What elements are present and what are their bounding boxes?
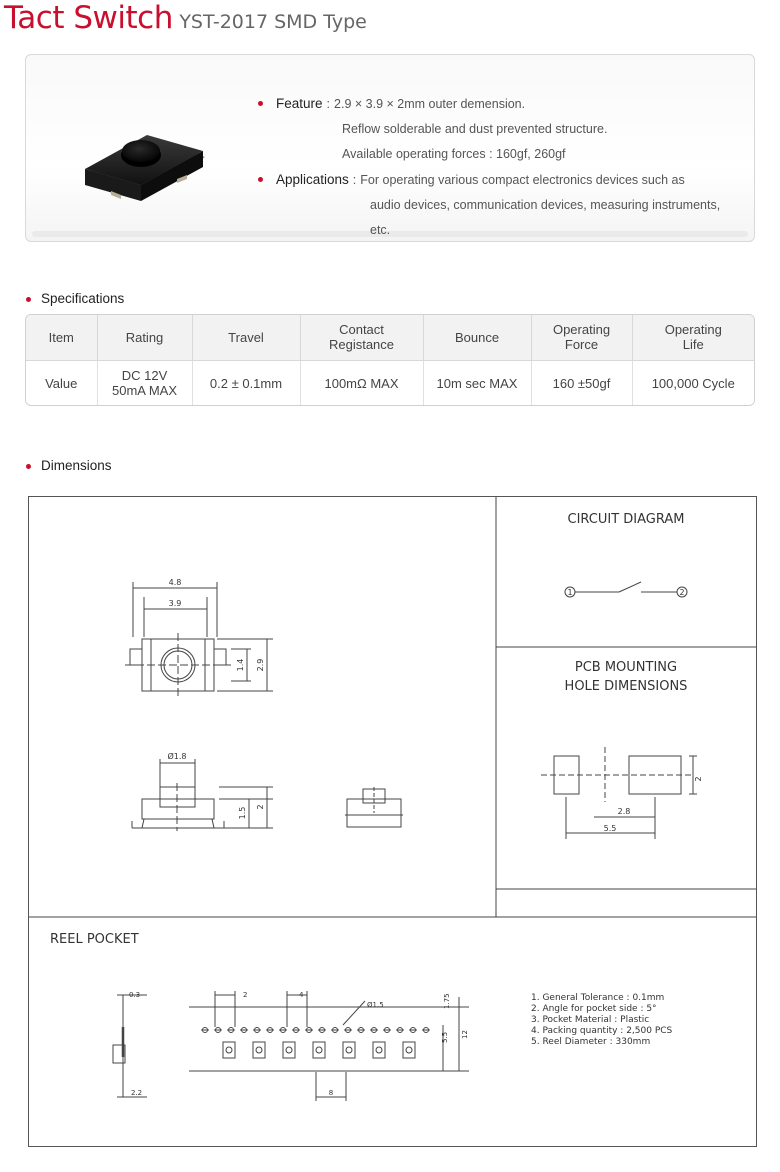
top-view-dim: 4.8 [168,578,182,587]
feature-line: 2.9 × 3.9 × 2mm outer demension. [334,97,526,111]
applications-row: Applications : For operating various compact electronics devices such as [258,167,748,193]
note-1: 1. General Tolerance : 0.1mm [531,993,665,1003]
top-view-dim: 3.9 [168,599,182,608]
reel-dim: 1.75 [443,993,451,1009]
feature-box [25,54,755,242]
table-row [26,360,754,406]
reel-pocket-title: REEL POCKET [50,932,139,947]
reel-pocket-hole [286,1047,292,1053]
bullet-icon [26,464,31,469]
reel-pocket [253,1042,265,1058]
pcb-dim: 2 [694,776,703,782]
product-title: Tact Switch [4,0,173,36]
reel-pocket-hole [406,1047,412,1053]
reel-pocket-hole [256,1047,262,1053]
column-header-rating: Rating [97,315,192,360]
circuit-diagram-title: CIRCUIT DIAGRAM [567,512,685,527]
circuit-node-2: 2 [679,588,685,597]
column-header-life: Operating Life [632,315,754,360]
reel-pocket-hole [346,1047,352,1053]
dimension-drawing-svg [29,497,756,1146]
feature-line: Reflow solderable and dust prevented structure. [342,122,608,136]
note-5: 5. Reel Diameter : 330mm [531,1037,651,1047]
reel-dim: 5.5 [441,1031,449,1043]
top-view-dim: 1.4 [236,658,245,672]
applications-line: For operating various compact electronics devices such as [360,173,685,187]
bullet-icon [26,297,31,302]
pcb-title-line1: PCB MOUNTING [574,660,678,675]
reel-dim: Ø1.5 [367,1001,384,1009]
pcb-dim: 2.8 [617,807,631,816]
reel-dim: 4 [299,991,304,999]
reel-pockets [223,1042,415,1058]
cell-bounce: 10m sec MAX [423,360,531,406]
bullet-icon [258,101,263,106]
feature-line: Available operating forces : 160gf, 260gf [342,147,566,161]
reel-pocket-hole [316,1047,322,1053]
feature-label: Feature [276,96,323,111]
reel-pocket [283,1042,295,1058]
top-view-dim: 2.9 [256,658,265,672]
reel-dim: 12 [461,1030,469,1039]
note-2: 2. Angle for pocket side : 5° [531,1004,657,1014]
side-view-dim: 2 [256,804,265,810]
cell-life: 100,000 Cycle [632,360,754,406]
reel-dim: 2 [243,991,248,999]
product-image [81,121,211,207]
column-header-bounce: Bounce [423,315,531,360]
reel-pocket [403,1042,415,1058]
table-header-row [26,315,754,360]
note-4: 4. Packing quantity : 2,500 PCS [531,1026,673,1036]
product-subtitle: YST-2017 SMD Type [179,11,367,33]
reel-pocket-hole [376,1047,382,1053]
cell-contact: 100mΩ MAX [300,360,423,406]
reel-dim: 8 [328,1089,334,1097]
pcb-dim: 5.5 [603,824,617,833]
reel-pocket [343,1042,355,1058]
reel-pocket [223,1042,235,1058]
side-view-dim: Ø1.8 [167,752,187,761]
reel-pocket-hole [226,1047,232,1053]
column-header-travel: Travel [192,315,300,360]
page-title [4,0,367,40]
column-header-contact: Contact Registance [300,315,423,360]
reel-dim: 2.2 [131,1089,143,1097]
circuit-node-1: 1 [567,588,573,597]
pcb-title-line2: HOLE DIMENSIONS [564,679,688,694]
specifications-heading: Specifications [26,291,124,306]
column-header-item: Item [26,315,97,360]
cell-travel: 0.2 ± 0.1mm [192,360,300,406]
column-header-force: Operating Force [531,315,632,360]
cell-rating: DC 12V 50mA MAX [97,360,192,406]
reel-pocket [313,1042,325,1058]
note-3: 3. Pocket Material : Plastic [531,1015,650,1025]
spec-table [25,314,755,406]
applications-line: etc. [370,223,391,237]
bullet-icon [258,177,263,182]
cell-force: 160 ±50gf [531,360,632,406]
reel-sprocket-holes [201,1028,430,1033]
row-label: Value [26,360,97,406]
feature-list [258,91,748,243]
feature-row: Feature : 2.9 × 3.9 × 2mm outer demension. [258,91,748,117]
applications-label: Applications [276,172,349,187]
dimensions-heading: Dimensions [26,458,112,473]
reel-pocket [373,1042,385,1058]
side-view-dim: 1.5 [238,806,247,820]
applications-line: audio devices, communication devices, measuring instruments, [370,198,721,212]
reel-dim: 0.3 [129,991,141,999]
dimension-drawing [28,496,757,1147]
